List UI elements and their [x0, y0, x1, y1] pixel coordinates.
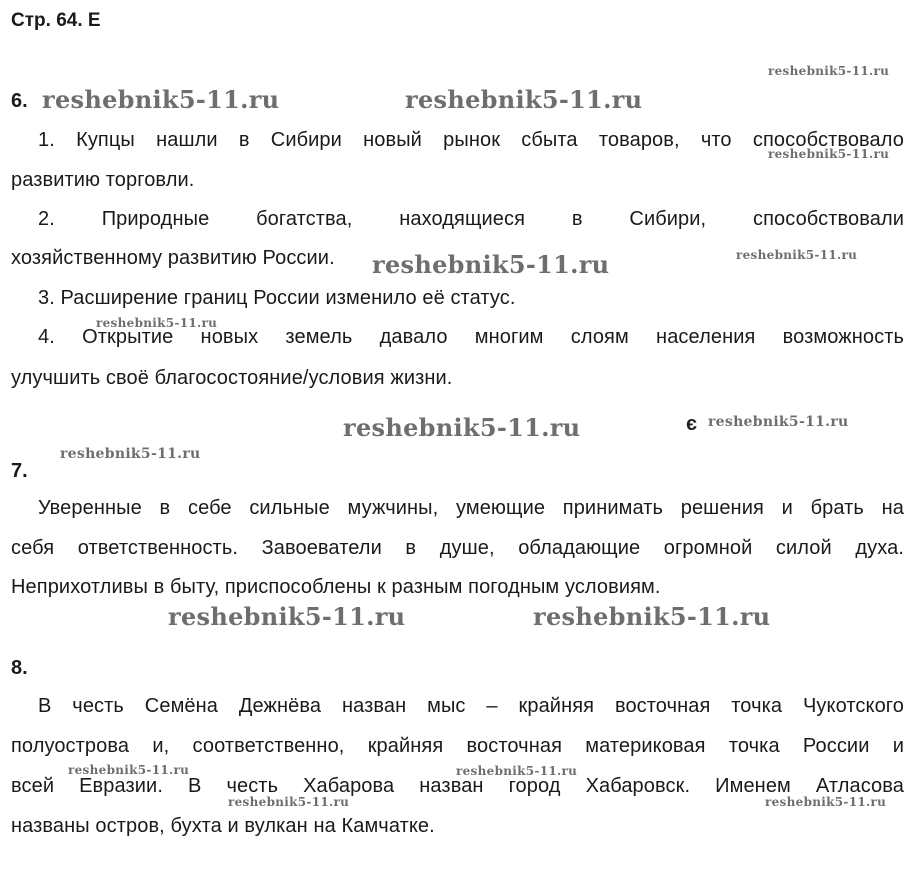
- s6-line-7: улучшить своё благосостояние/условия жизни.: [11, 367, 453, 389]
- s6-line-3: 2. Природные богатства, находящиеся в Сибири, способствовали: [38, 208, 904, 230]
- watermark: reshebnik5-11.ru: [708, 414, 849, 430]
- watermark: reshebnik5-11.ru: [168, 602, 406, 631]
- watermark: reshebnik5-11.ru: [96, 316, 218, 330]
- s7-line-1: Уверенные в себе сильные мужчины, умеющие принимать решения и брать на: [38, 497, 904, 519]
- watermark: reshebnik5-11.ru: [343, 413, 581, 442]
- watermark: reshebnik5-11.ru: [736, 248, 858, 262]
- section-6-number: 6.: [11, 90, 28, 112]
- s8-line-2: полуострова и, соответственно, крайняя восточная материковая точка России и: [11, 735, 904, 757]
- watermark: reshebnik5-11.ru: [60, 446, 201, 462]
- s7-line-3: Неприхотливы в быту, приспособлены к разным погодным условиям.: [11, 576, 661, 598]
- s6-line-4: хозяйственному развитию России.: [11, 247, 335, 269]
- watermark: reshebnik5-11.ru: [42, 85, 280, 114]
- page-title: Стр. 64. Е: [11, 10, 101, 31]
- section-7-number: 7.: [11, 460, 28, 482]
- watermark: reshebnik5-11.ru: [372, 250, 610, 279]
- s6-line-6: 4. Открытие новых земель давало многим слоям населения возможность: [38, 326, 904, 348]
- s6-line-2: развитию торговли.: [11, 169, 195, 191]
- watermark: reshebnik5-11.ru: [228, 795, 350, 809]
- watermark: reshebnik5-11.ru: [765, 795, 887, 809]
- section-8-number: 8.: [11, 657, 28, 679]
- s8-line-1: В честь Семёна Дежнёва назван мыс – крайняя восточная точка Чукотского: [38, 695, 904, 717]
- watermark: reshebnik5-11.ru: [405, 85, 643, 114]
- s8-line-4: названы остров, бухта и вулкан на Камчатке.: [11, 815, 435, 837]
- watermark: reshebnik5-11.ru: [768, 64, 890, 78]
- s6-line-5: 3. Расширение границ России изменило её статус.: [38, 287, 516, 309]
- watermark: reshebnik5-11.ru: [456, 764, 578, 778]
- s6-line-1: 1. Купцы нашли в Сибири новый рынок сбыта товаров, что способствовало: [38, 129, 904, 151]
- s7-line-2: себя ответственность. Завоеватели в душе, обладающие огромной силой духа.: [11, 537, 904, 559]
- watermark: reshebnik5-11.ru: [533, 602, 771, 631]
- watermark: reshebnik5-11.ru: [68, 763, 190, 777]
- stray-glyph: є: [686, 413, 698, 435]
- s8-line-3: всей Евразии. В честь Хабарова назван город Хабаровск. Именем Атласова: [11, 775, 904, 797]
- watermark: reshebnik5-11.ru: [768, 147, 890, 161]
